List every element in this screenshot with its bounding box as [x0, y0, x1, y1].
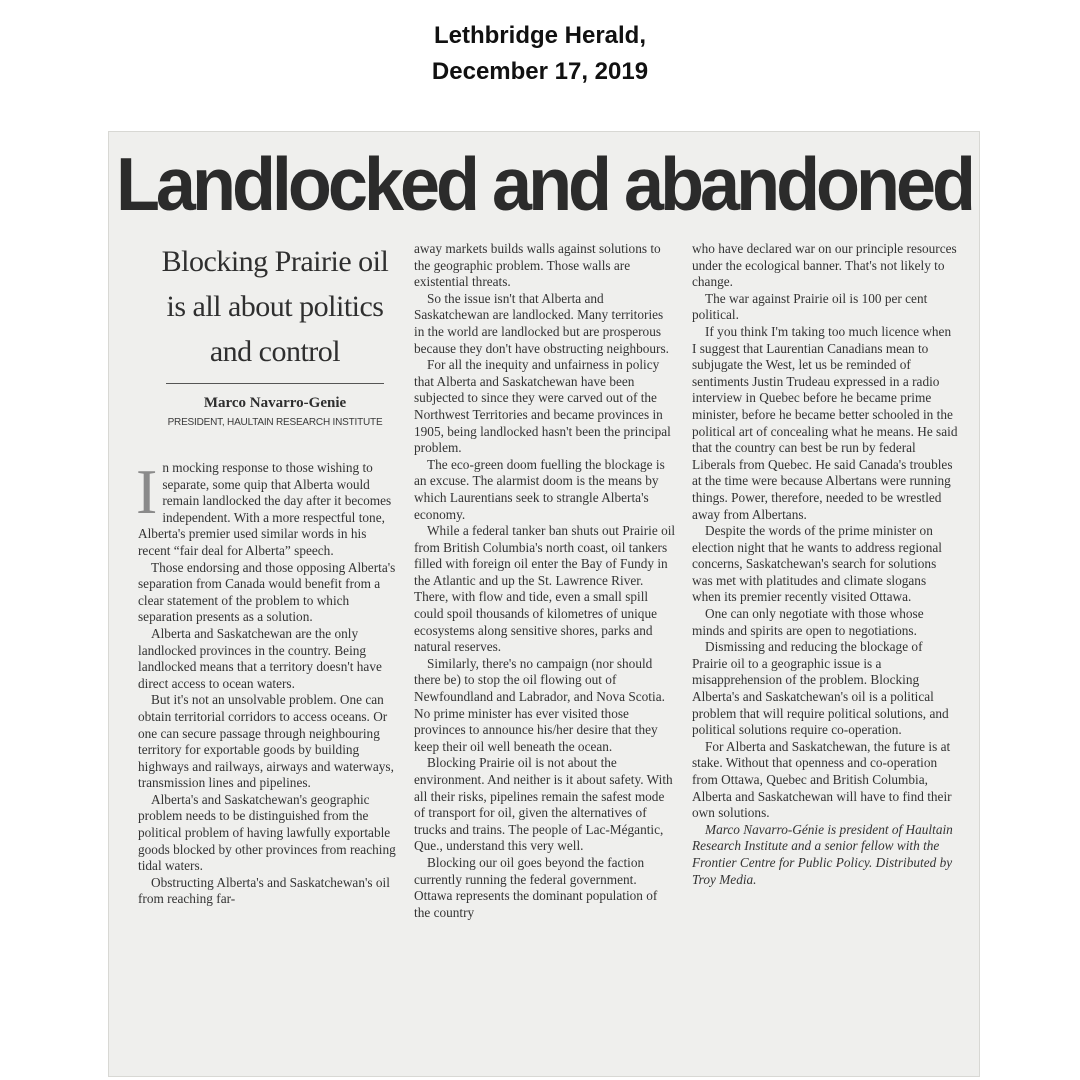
paragraph: The eco-green doom fuelling the blockage is an excuse. The alarmist doom is the means by which Laurentians seek to strangle Alberta's economy. — [414, 456, 665, 522]
paragraph: While a federal tanker ban shuts out Prairie oil from British Columbia's north coast, oil tankers filled with foreign oil enter the Bay of Fundy in the Atlantic and up the St. Lawrence River. There, with flow and tide, even a small spill could spoil thousands of kilometres of unique ecosystems along sensitive shores, parks and natural reserves. — [414, 523, 676, 655]
paragraph: In mocking response to those wishing to separate, some quip that Alberta would remain landlocked the day after it becomes independent. With a more respectful tone, Alberta's premier used similar words in his recent “fair deal for Alberta” speech. — [136, 456, 392, 558]
paragraph: So the issue isn't that Alberta and Saskatchewan are landlocked. Many territories in the world are landlocked but are prosperous because they don't have obstructing neighbours. — [414, 290, 669, 356]
paragraph: Obstructing Alberta's and Saskatchewan's oil from reaching far- — [138, 874, 390, 907]
newspaper-clipping — [108, 131, 980, 1077]
paragraph: One can only negotiate with those whose minds and spirits are open to negotiations. — [692, 606, 924, 638]
paragraph: If you think I'm taking too much licence when I suggest that Laurentian Canadians mean to subjugate the West, let us be reminded of sentiments Justin Trudeau expressed in a radio interview in Quebec before he became prime minister, before he became better schooled in the political art of concealing what he means. He said that the country can best be run by federal Liberals from Quebec. He said Canada's troubles at the time were because Albertans were running things. Power, therefore, needed to be wrestled away from Albertans. — [692, 323, 958, 522]
byline-title: PRESIDENT, HAULTAIN RESEARCH INSTITUTE — [167, 417, 383, 428]
article-deck — [148, 239, 402, 374]
caption-date: December 17, 2019 — [431, 58, 649, 85]
article-column-3 — [692, 241, 958, 888]
image-caption — [0, 18, 1080, 90]
drop-cap: I — [136, 456, 158, 527]
paragraph: Blocking our oil goes beyond the faction currently running the federal government. Ottawa represents the dominant population of the country — [414, 854, 658, 920]
paragraph: The war against Prairie oil is 100 per cent political. — [692, 290, 928, 323]
paragraph: For all the inequity and unfairness in policy that Alberta and Saskatchewan have been subjected to since they were carved out of the Northwest Territories and became provinces in 1905, being landlocked hasn't been the principal problem. — [414, 357, 671, 456]
paragraph: Dismissing and reducing the blockage of Prairie oil to a geographic issue is a misapprehension of the problem. Blocking Alberta's and Saskatchewan's oil is a political problem that will require political solutions, and political solutions require co-operation. — [692, 639, 949, 738]
byline-divider — [166, 383, 384, 384]
deck-line-1: Blocking Prairie oil — [161, 245, 389, 278]
paragraph: For Alberta and Saskatchewan, the future is at stake. Without that openness and co-operation from Ottawa, Quebec and British Columbia, Alberta and Saskatchewan will have to find their own solutions. — [692, 738, 952, 821]
paragraph: who have declared war on our principle resources under the ecological banner. That's not likely to change. — [692, 241, 957, 290]
paragraph: Blocking Prairie oil is not about the environment. And neither is it about safety. With all their risks, pipelines remain the safest mode of transport for oil, given the alternatives of trucks and trains. The people of Lac-Mégantic, Que., understand this very well. — [414, 755, 673, 854]
deck-line-3: and control — [209, 335, 341, 368]
paragraph: Despite the words of the prime minister on election night that he wants to address regional concerns, Saskatchewan's search for solutions was met with platitudes and climate slogans when its premier recently visited Ottawa. — [692, 523, 942, 605]
paragraph: away markets builds walls against solutions to the geographic problem. Those walls are existential threats. — [414, 241, 661, 290]
article-column-2 — [414, 241, 676, 921]
paragraph: But it's not an unsolvable problem. One can obtain territorial corridors to access oceans. Or one can secure passage through neighbouring territory for exportable goods by building highways and railways, airways and waterways, transmission lines and pipelines. — [138, 692, 394, 791]
caption-publication: Lethbridge Herald, — [433, 22, 647, 49]
byline-author: Marco Navarro-Genie — [203, 395, 347, 411]
article-headline: Landlocked and abandoned — [115, 143, 973, 227]
paragraph: Alberta's and Saskatchewan's geographic problem needs to be distinguished from the political problem of having lawfully exportable goods blocked by other provinces from reaching tidal waters. — [138, 791, 396, 874]
paragraph: Similarly, there's no campaign (nor should there be) to stop the oil flowing out of Newfoundland and Labrador, and Nova Scotia. No prime minister has ever visited those provinces to announce his/her desire that they keep their oil well beneath the ocean. — [414, 655, 665, 754]
deck-line-2: is all about politics — [166, 290, 384, 323]
paragraph: Alberta and Saskatchewan are the only landlocked provinces in the country. Being landlocked means that a territory doesn't have direct access to ocean waters. — [138, 625, 382, 691]
paragraph: Those endorsing and those opposing Alberta's separation from Canada would benefit from a clear statement of the problem to which separation presents as a solution. — [138, 559, 396, 625]
article-column-1 — [136, 456, 398, 908]
author-bio: Marco Navarro-Génie is president of Haultain Research Institute and a senior fellow with the Frontier Centre for Public Policy. Distributed by Troy Media. — [692, 821, 953, 887]
